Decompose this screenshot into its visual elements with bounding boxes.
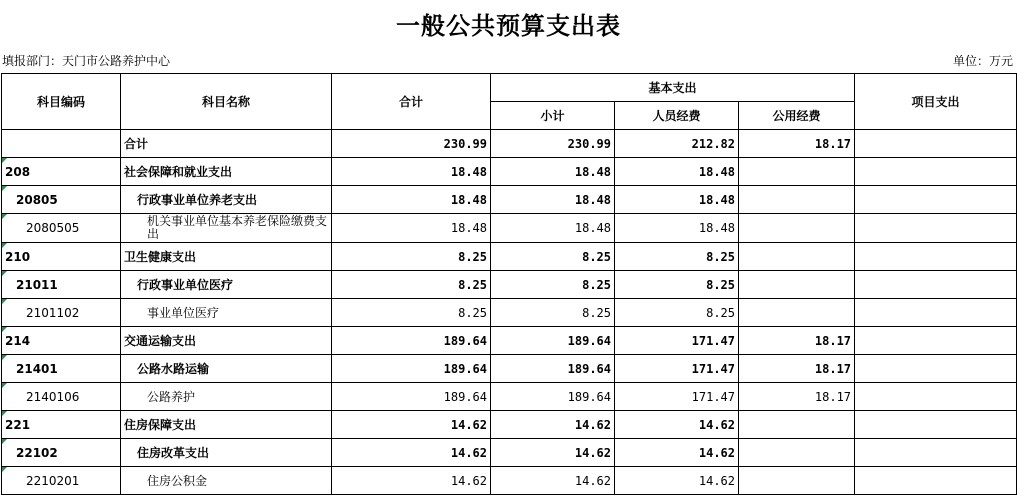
- cell-public: [739, 411, 855, 439]
- table-body: [2, 130, 1017, 495]
- cell-total-text: 18.48: [450, 164, 487, 179]
- cell-name-text: 住房改革支出: [137, 446, 210, 460]
- cell-total: [332, 158, 491, 186]
- table-row: [2, 186, 1017, 214]
- cell-name: [121, 467, 332, 495]
- cell-subtotal-text: 18.48: [574, 192, 611, 207]
- cell-subtotal-text: 189.64: [567, 389, 611, 404]
- reporting-department: 填报部门：天门市公路养护中心: [2, 54, 171, 68]
- cell-subtotal-text: 14.62: [574, 417, 611, 432]
- cell-name-text: 事业单位医疗: [147, 306, 220, 320]
- cell-project: [855, 130, 1017, 158]
- cell-total-text: 189.64: [443, 333, 487, 348]
- cell-code-text: 2210201: [26, 473, 80, 488]
- cell-personnel: [615, 467, 739, 495]
- cell-public-text: 18.17: [814, 136, 852, 151]
- cell-personnel: [615, 355, 739, 383]
- cell-total-text: 8.25: [458, 305, 487, 320]
- cell-subtotal-text: 8.25: [582, 305, 611, 320]
- table-row: [2, 355, 1017, 383]
- cell-personnel-text: 171.47: [691, 333, 735, 348]
- header-project: 项目支出: [855, 74, 1017, 130]
- cell-personnel: [615, 271, 739, 299]
- cell-total: [332, 299, 491, 327]
- cell-project: [855, 467, 1017, 495]
- cell-code: [2, 467, 121, 495]
- table-row: [2, 158, 1017, 186]
- header-personnel: 人员经费: [615, 102, 739, 130]
- cell-total-text: 14.62: [450, 445, 487, 460]
- cell-subtotal: [491, 243, 615, 271]
- table-row: [2, 130, 1017, 158]
- cell-public: [739, 299, 855, 327]
- cell-subtotal-text: 8.25: [582, 277, 611, 292]
- cell-name: [121, 243, 332, 271]
- cell-project: [855, 158, 1017, 186]
- cell-code: [2, 130, 121, 158]
- cell-name-text: 交通运输支出: [124, 334, 197, 348]
- cell-marker-icon: [2, 186, 7, 191]
- cell-public: [739, 214, 855, 243]
- cell-name-text: 机关事业单位基本养老保险缴费支出: [147, 214, 328, 241]
- cell-subtotal: [491, 411, 615, 439]
- cell-subtotal: [491, 158, 615, 186]
- cell-personnel: [615, 186, 739, 214]
- header-total: 合计: [332, 74, 491, 130]
- table-row: [2, 271, 1017, 299]
- cell-public: [739, 439, 855, 467]
- cell-subtotal: [491, 439, 615, 467]
- cell-subtotal: [491, 299, 615, 327]
- cell-total: [332, 383, 491, 411]
- cell-marker-icon: [2, 439, 7, 444]
- cell-total: [332, 355, 491, 383]
- cell-personnel-text: 14.62: [698, 417, 735, 432]
- cell-name: [121, 327, 332, 355]
- cell-code: [2, 214, 121, 243]
- cell-code: [2, 383, 121, 411]
- cell-subtotal: [491, 186, 615, 214]
- header-public: 公用经费: [739, 102, 855, 130]
- cell-public: [739, 243, 855, 271]
- cell-name: [121, 299, 332, 327]
- cell-code-text: 2080505: [26, 221, 80, 235]
- cell-marker-icon: [2, 383, 7, 388]
- cell-total: [332, 186, 491, 214]
- cell-marker-icon: [2, 158, 7, 163]
- cell-personnel-text: 8.25: [706, 277, 735, 292]
- cell-public: [739, 467, 855, 495]
- cell-subtotal: [491, 130, 615, 158]
- cell-public: [739, 186, 855, 214]
- cell-personnel-text: 171.47: [691, 361, 735, 376]
- cell-subtotal-text: 189.64: [567, 361, 611, 376]
- cell-code-text: 21401: [16, 361, 58, 376]
- cell-public-text: 18.17: [814, 361, 852, 376]
- cell-total: [332, 214, 491, 243]
- cell-code: [2, 299, 121, 327]
- cell-project: [855, 271, 1017, 299]
- cell-personnel-text: 8.25: [706, 249, 735, 264]
- page-title: 一般公共预算支出表: [396, 11, 621, 40]
- cell-marker-icon: [2, 214, 7, 219]
- cell-project: [855, 439, 1017, 467]
- cell-name-text: 行政事业单位医疗: [137, 278, 234, 292]
- cell-public: [739, 383, 855, 411]
- cell-code-text: 208: [5, 164, 31, 179]
- cell-project: [855, 243, 1017, 271]
- cell-name: [121, 355, 332, 383]
- cell-code-text: 22102: [16, 445, 58, 460]
- cell-name-text: 住房保障支出: [124, 418, 197, 432]
- cell-code-text: 21011: [16, 277, 58, 292]
- cell-name-text: 行政事业单位养老支出: [137, 193, 258, 207]
- cell-total: [332, 243, 491, 271]
- cell-marker-icon: [2, 411, 7, 416]
- cell-subtotal-text: 14.62: [574, 445, 611, 460]
- cell-marker-icon: [2, 327, 7, 332]
- unit-label: 单位：万元: [952, 54, 1013, 68]
- cell-subtotal: [491, 355, 615, 383]
- cell-project: [855, 186, 1017, 214]
- cell-total-text: 8.25: [458, 249, 487, 264]
- cell-subtotal: [491, 271, 615, 299]
- table-row: [2, 299, 1017, 327]
- cell-project: [855, 327, 1017, 355]
- header-subtotal: 小计: [491, 102, 615, 130]
- cell-marker-icon: [2, 243, 7, 248]
- cell-personnel-text: 18.48: [698, 221, 735, 235]
- cell-personnel-text: 8.25: [706, 305, 735, 320]
- cell-public: [739, 130, 855, 158]
- cell-name: [121, 383, 332, 411]
- cell-marker-icon: [2, 467, 7, 472]
- cell-name-text: 合计: [124, 137, 149, 151]
- cell-personnel-text: 212.82: [691, 136, 735, 151]
- cell-personnel: [615, 327, 739, 355]
- cell-code: [2, 411, 121, 439]
- cell-public: [739, 271, 855, 299]
- cell-total: [332, 467, 491, 495]
- cell-public: [739, 327, 855, 355]
- cell-name-text: 公路水路运输: [137, 362, 210, 376]
- cell-subtotal: [491, 214, 615, 243]
- cell-subtotal: [491, 327, 615, 355]
- cell-personnel: [615, 439, 739, 467]
- cell-subtotal-text: 8.25: [582, 249, 611, 264]
- table-row: [2, 243, 1017, 271]
- cell-marker-icon: [2, 271, 7, 276]
- cell-subtotal-text: 14.62: [574, 473, 611, 488]
- cell-personnel-text: 14.62: [698, 445, 735, 460]
- cell-personnel-text: 171.47: [691, 389, 735, 404]
- cell-name: [121, 411, 332, 439]
- cell-name: [121, 214, 332, 243]
- cell-total-text: 18.48: [450, 192, 487, 207]
- cell-subtotal-text: 230.99: [567, 136, 611, 151]
- cell-name-text: 卫生健康支出: [124, 250, 197, 264]
- cell-public-text: 18.17: [814, 389, 852, 404]
- cell-code: [2, 243, 121, 271]
- cell-personnel: [615, 299, 739, 327]
- cell-name: [121, 439, 332, 467]
- header-basic: 基本支出: [491, 74, 855, 102]
- cell-personnel-text: 14.62: [698, 473, 735, 488]
- cell-subtotal: [491, 383, 615, 411]
- cell-total: [332, 327, 491, 355]
- table-row: [2, 327, 1017, 355]
- cell-code: [2, 327, 121, 355]
- cell-personnel: [615, 411, 739, 439]
- cell-name-text: 住房公积金: [147, 474, 208, 488]
- cell-total-text: 230.99: [443, 136, 487, 151]
- cell-personnel: [615, 158, 739, 186]
- cell-total-text: 8.25: [458, 277, 487, 292]
- cell-project: [855, 299, 1017, 327]
- cell-code: [2, 355, 121, 383]
- cell-personnel: [615, 214, 739, 243]
- cell-code: [2, 439, 121, 467]
- cell-code-text: 210: [5, 249, 31, 264]
- cell-code-text: 214: [5, 333, 31, 348]
- cell-total-text: 14.62: [450, 473, 487, 488]
- cell-marker-icon: [2, 355, 7, 360]
- cell-total-text: 18.48: [450, 221, 487, 235]
- cell-personnel: [615, 243, 739, 271]
- cell-name: [121, 158, 332, 186]
- cell-total: [332, 439, 491, 467]
- table-row: [2, 439, 1017, 467]
- cell-code-text: 2140106: [26, 389, 80, 404]
- cell-personnel-text: 18.48: [698, 192, 735, 207]
- cell-public-text: 18.17: [814, 333, 852, 348]
- cell-total: [332, 130, 491, 158]
- cell-personnel: [615, 130, 739, 158]
- cell-total-text: 189.64: [443, 361, 487, 376]
- header-code: 科目编码: [2, 74, 121, 130]
- cell-name-text: 社会保障和就业支出: [124, 165, 233, 179]
- cell-project: [855, 383, 1017, 411]
- budget-table: [1, 73, 1017, 495]
- table-row: [2, 214, 1017, 243]
- cell-name: [121, 271, 332, 299]
- cell-total: [332, 271, 491, 299]
- cell-subtotal-text: 18.48: [574, 164, 611, 179]
- cell-subtotal: [491, 467, 615, 495]
- cell-code: [2, 186, 121, 214]
- cell-name: [121, 130, 332, 158]
- header-name: 科目名称: [121, 74, 332, 130]
- cell-code-text: 221: [5, 417, 31, 432]
- cell-code: [2, 158, 121, 186]
- cell-public: [739, 355, 855, 383]
- cell-project: [855, 214, 1017, 243]
- table-row: [2, 411, 1017, 439]
- table-row: [2, 383, 1017, 411]
- cell-code: [2, 271, 121, 299]
- cell-total-text: 189.64: [443, 389, 487, 404]
- cell-subtotal-text: 18.48: [574, 221, 611, 235]
- cell-name: [121, 186, 332, 214]
- cell-personnel-text: 18.48: [698, 164, 735, 179]
- cell-total-text: 14.62: [450, 417, 487, 432]
- cell-code-text: 2101102: [26, 305, 80, 320]
- cell-subtotal-text: 189.64: [567, 333, 611, 348]
- table-row: [2, 467, 1017, 495]
- cell-public: [739, 158, 855, 186]
- cell-project: [855, 411, 1017, 439]
- cell-total: [332, 411, 491, 439]
- cell-personnel: [615, 383, 739, 411]
- cell-code-text: 20805: [16, 192, 58, 207]
- cell-marker-icon: [2, 299, 7, 304]
- cell-name-text: 公路养护: [147, 390, 196, 404]
- cell-project: [855, 355, 1017, 383]
